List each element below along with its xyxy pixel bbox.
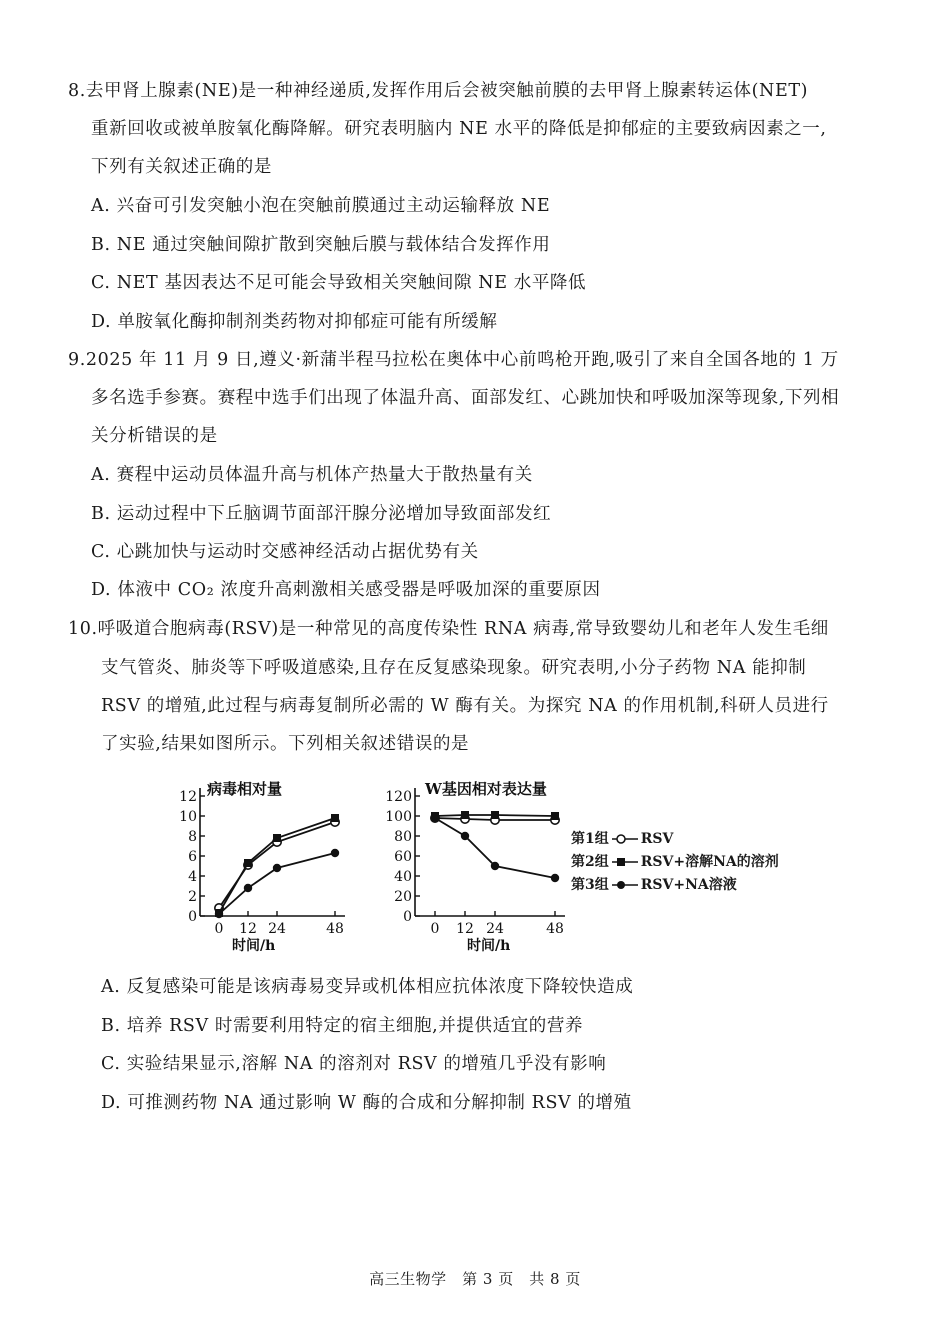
wgene-chart-xtick-label: 0 [430,921,440,937]
q10-stem-line-2: 支气管炎、肺炎等下呼吸道感染,且存在反复感染现象。研究表明,小分子药物 NA 能抑制 [101,658,807,678]
q9-option-d: D. 体液中 CO₂ 浓度升高刺激相关感受器是呼吸加深的重要原因 [91,580,601,600]
q8-option-a: A. 兴奋可引发突触小泡在突触前膜通过主动运输释放 NE [91,196,551,216]
virus-chart-ytick-label: 12 [179,789,197,805]
legend-group2-label: RSV+溶解NA的溶剂 [640,854,779,870]
page-footer: 高三生物学 第 3 页 共 8 页 [369,1270,581,1288]
q9-option-b: B. 运动过程中下丘脑调节面部汗腺分泌增加导致面部发红 [91,504,552,524]
wgene-chart-ytick-label: 120 [385,789,412,805]
virus-chart-series-3-point [331,849,339,857]
virus-chart-series-3-point [244,884,252,892]
q9-option-c: C. 心跳加快与运动时交感神经活动占据优势有关 [91,542,479,562]
virus-chart-ytick-label: 4 [188,869,197,885]
legend-group1-label: RSV [640,831,674,847]
wgene-chart-series-2-point [491,811,499,819]
legend-group3-label: RSV+NA溶液 [640,877,737,893]
virus-chart-series-3-point [273,864,281,872]
q9-stem-line-1: 9.2025 年 11 月 9 日,遵义·新蒲半程马拉松在奥体中心前鸣枪开跑,吸引了来自全国各地的 1 万 [68,350,839,370]
virus-chart-series-2-point [331,814,339,822]
wgene-chart-ytick-label: 0 [403,909,412,925]
q8-stem-line-1: 8.去甲肾上腺素(NE)是一种神经递质,发挥作用后会被突触前膜的去甲肾上腺素转运体(NET) [68,81,809,101]
w-gene-expression-chart [385,775,575,955]
wgene-chart-title: W基因相对表达量 [425,780,547,798]
wgene-chart-xtick-label: 24 [486,921,504,937]
virus-chart-xtick-label: 48 [326,921,344,937]
virus-amount-chart [170,775,370,955]
q10-stem-line-4: 了实验,结果如图所示。下列相关叙述错误的是 [101,734,470,754]
q8-stem-line-3: 下列有关叙述正确的是 [91,157,272,177]
virus-chart-xtick-label: 24 [268,921,286,937]
wgene-chart-xtick-label: 48 [546,921,564,937]
q9-stem-line-3: 关分析错误的是 [91,426,218,446]
wgene-chart-ytick-label: 60 [394,849,412,865]
q8-option-d: D. 单胺氧化酶抑制剂类药物对抑郁症可能有所缓解 [91,312,498,332]
virus-chart-ytick-label: 2 [188,889,197,905]
wgene-chart-series-3-point [491,862,499,870]
virus-chart-xtick-label: 0 [214,921,224,937]
legend-group3-name: 第3组 [571,877,609,893]
virus-chart-ytick-label: 8 [188,829,197,845]
wgene-chart-series-3-point [461,832,469,840]
filled-circle-marker-icon [611,879,639,891]
wgene-chart-xtick-label: 12 [456,921,474,937]
wgene-chart-ytick-label: 80 [394,829,412,845]
legend-group1-name: 第1组 [571,831,609,847]
wgene-chart-series-2-point [551,812,559,820]
virus-chart-ytick-label: 0 [188,909,197,925]
virus-chart-series-2-point [244,859,252,867]
legend-item-group1 [571,828,673,850]
wgene-chart-ytick-label: 100 [385,809,412,825]
wgene-chart-x-label: 时间/h [467,938,511,954]
virus-chart-series-3-point [215,910,223,918]
wgene-chart-ytick-label: 40 [394,869,412,885]
wgene-chart-series-3-point [431,814,439,822]
q10-stem-line-1: 10.呼吸道合胞病毒(RSV)是一种常见的高度传染性 RNA 病毒,常导致婴幼儿和老年人发生毛细 [68,619,829,639]
wgene-chart-series-3-point [551,874,559,882]
wgene-chart-series-2-point [461,811,469,819]
q10-option-a: A. 反复感染可能是该病毒易变异或机体相应抗体浓度下降较快造成 [101,977,634,997]
q8-option-b: B. NE 通过突触间隙扩散到突触后膜与载体结合发挥作用 [91,235,551,255]
virus-chart-xtick-label: 12 [239,921,257,937]
q10-option-d: D. 可推测药物 NA 通过影响 W 酶的合成和分解抑制 RSV 的增殖 [101,1093,632,1113]
legend-item-group3 [571,874,737,896]
virus-chart-ytick-label: 10 [179,809,197,825]
virus-chart-ytick-label: 6 [188,849,197,865]
wgene-chart-ytick-label: 20 [394,889,412,905]
q8-option-c: C. NET 基因表达不足可能会导致相关突触间隙 NE 水平降低 [91,273,587,293]
q10-option-b: B. 培养 RSV 时需要利用特定的宿主细胞,并提供适宜的营养 [101,1016,584,1036]
q9-option-a: A. 赛程中运动员体温升高与机体产热量大于散热量有关 [91,465,533,485]
open-circle-marker-icon [611,833,639,845]
q9-stem-line-2: 多名选手参赛。赛程中选手们出现了体温升高、面部发红、心跳加快和呼吸加深等现象,下列相 [91,388,840,408]
filled-square-marker-icon [611,856,639,868]
virus-chart-series-2-point [273,834,281,842]
q10-stem-line-3: RSV 的增殖,此过程与病毒复制所必需的 W 酶有关。为探究 NA 的作用机制,科研人员进行 [101,696,829,716]
legend-item-group2 [571,851,779,873]
q10-option-c: C. 实验结果显示,溶解 NA 的溶剂对 RSV 的增殖几乎没有影响 [101,1054,607,1074]
legend-group2-name: 第2组 [571,854,609,870]
virus-chart-x-label: 时间/h [232,938,276,954]
virus-chart-title: 病毒相对量 [207,780,283,798]
q8-stem-line-2: 重新回收或被单胺氧化酶降解。研究表明脑内 NE 水平的降低是抑郁症的主要致病因素之一, [91,119,827,139]
